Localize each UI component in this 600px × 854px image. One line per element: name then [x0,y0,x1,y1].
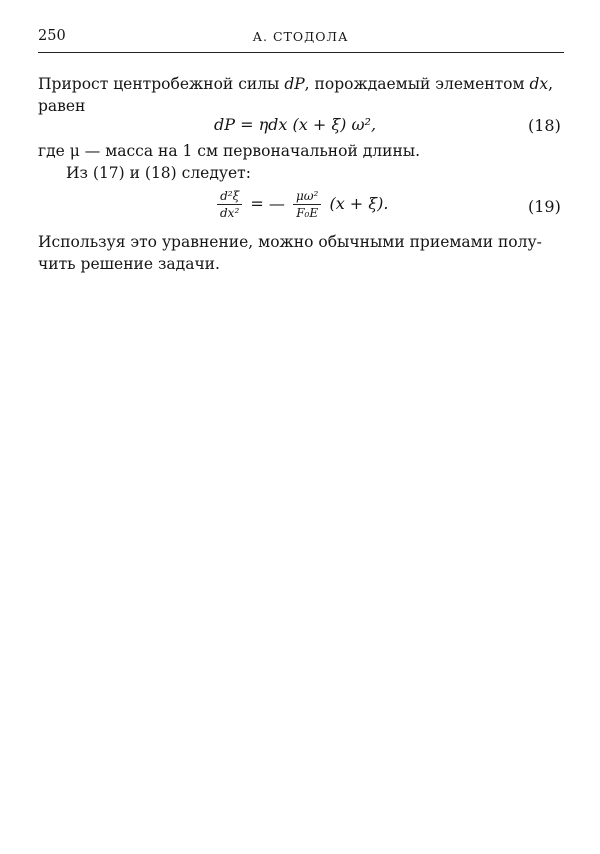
text-run: где [38,142,70,160]
page-number: 250 [38,28,66,44]
equation-tail: (x + ξ). [329,194,389,213]
header-rule [38,52,564,53]
text-run: , [548,75,554,93]
fraction-lhs [217,188,242,221]
equation-18-number: (18) [528,116,561,135]
fraction-numerator: μω² [293,188,321,205]
fraction-numerator: d²ξ [217,188,242,205]
symbol-dP: dP [284,75,305,93]
text-run: Прирост центробежной силы [38,75,285,93]
fraction-denominator: F₀E [296,206,319,220]
symbol-dx: dx [529,75,549,93]
equals-sign: = — [250,194,285,213]
paragraph-line-1 [38,73,553,95]
text-run: , порождаемый элементом [304,75,530,93]
paragraph-line-4: Из (17) и (18) следует: [66,164,251,182]
fraction-denominator: dx² [220,206,240,220]
paragraph-line-3 [38,140,420,162]
equation-19-number: (19) [528,197,561,216]
text-run: — масса на 1 см первоначальной длины. [79,142,421,160]
page-header [38,28,563,50]
paragraph-line-5: Используя это уравнение, можно обычными приемами полу- [38,233,542,251]
equation-19 [214,188,388,221]
equation-18: dP = ηdx (x + ξ) ω², [214,115,377,134]
running-head: А. СТОДОЛА [252,29,349,44]
fraction-rhs [293,188,321,221]
paragraph-line-2: равен [38,97,86,115]
symbol-mu: μ [69,142,80,160]
paragraph-line-6: чить решение задачи. [38,255,220,273]
